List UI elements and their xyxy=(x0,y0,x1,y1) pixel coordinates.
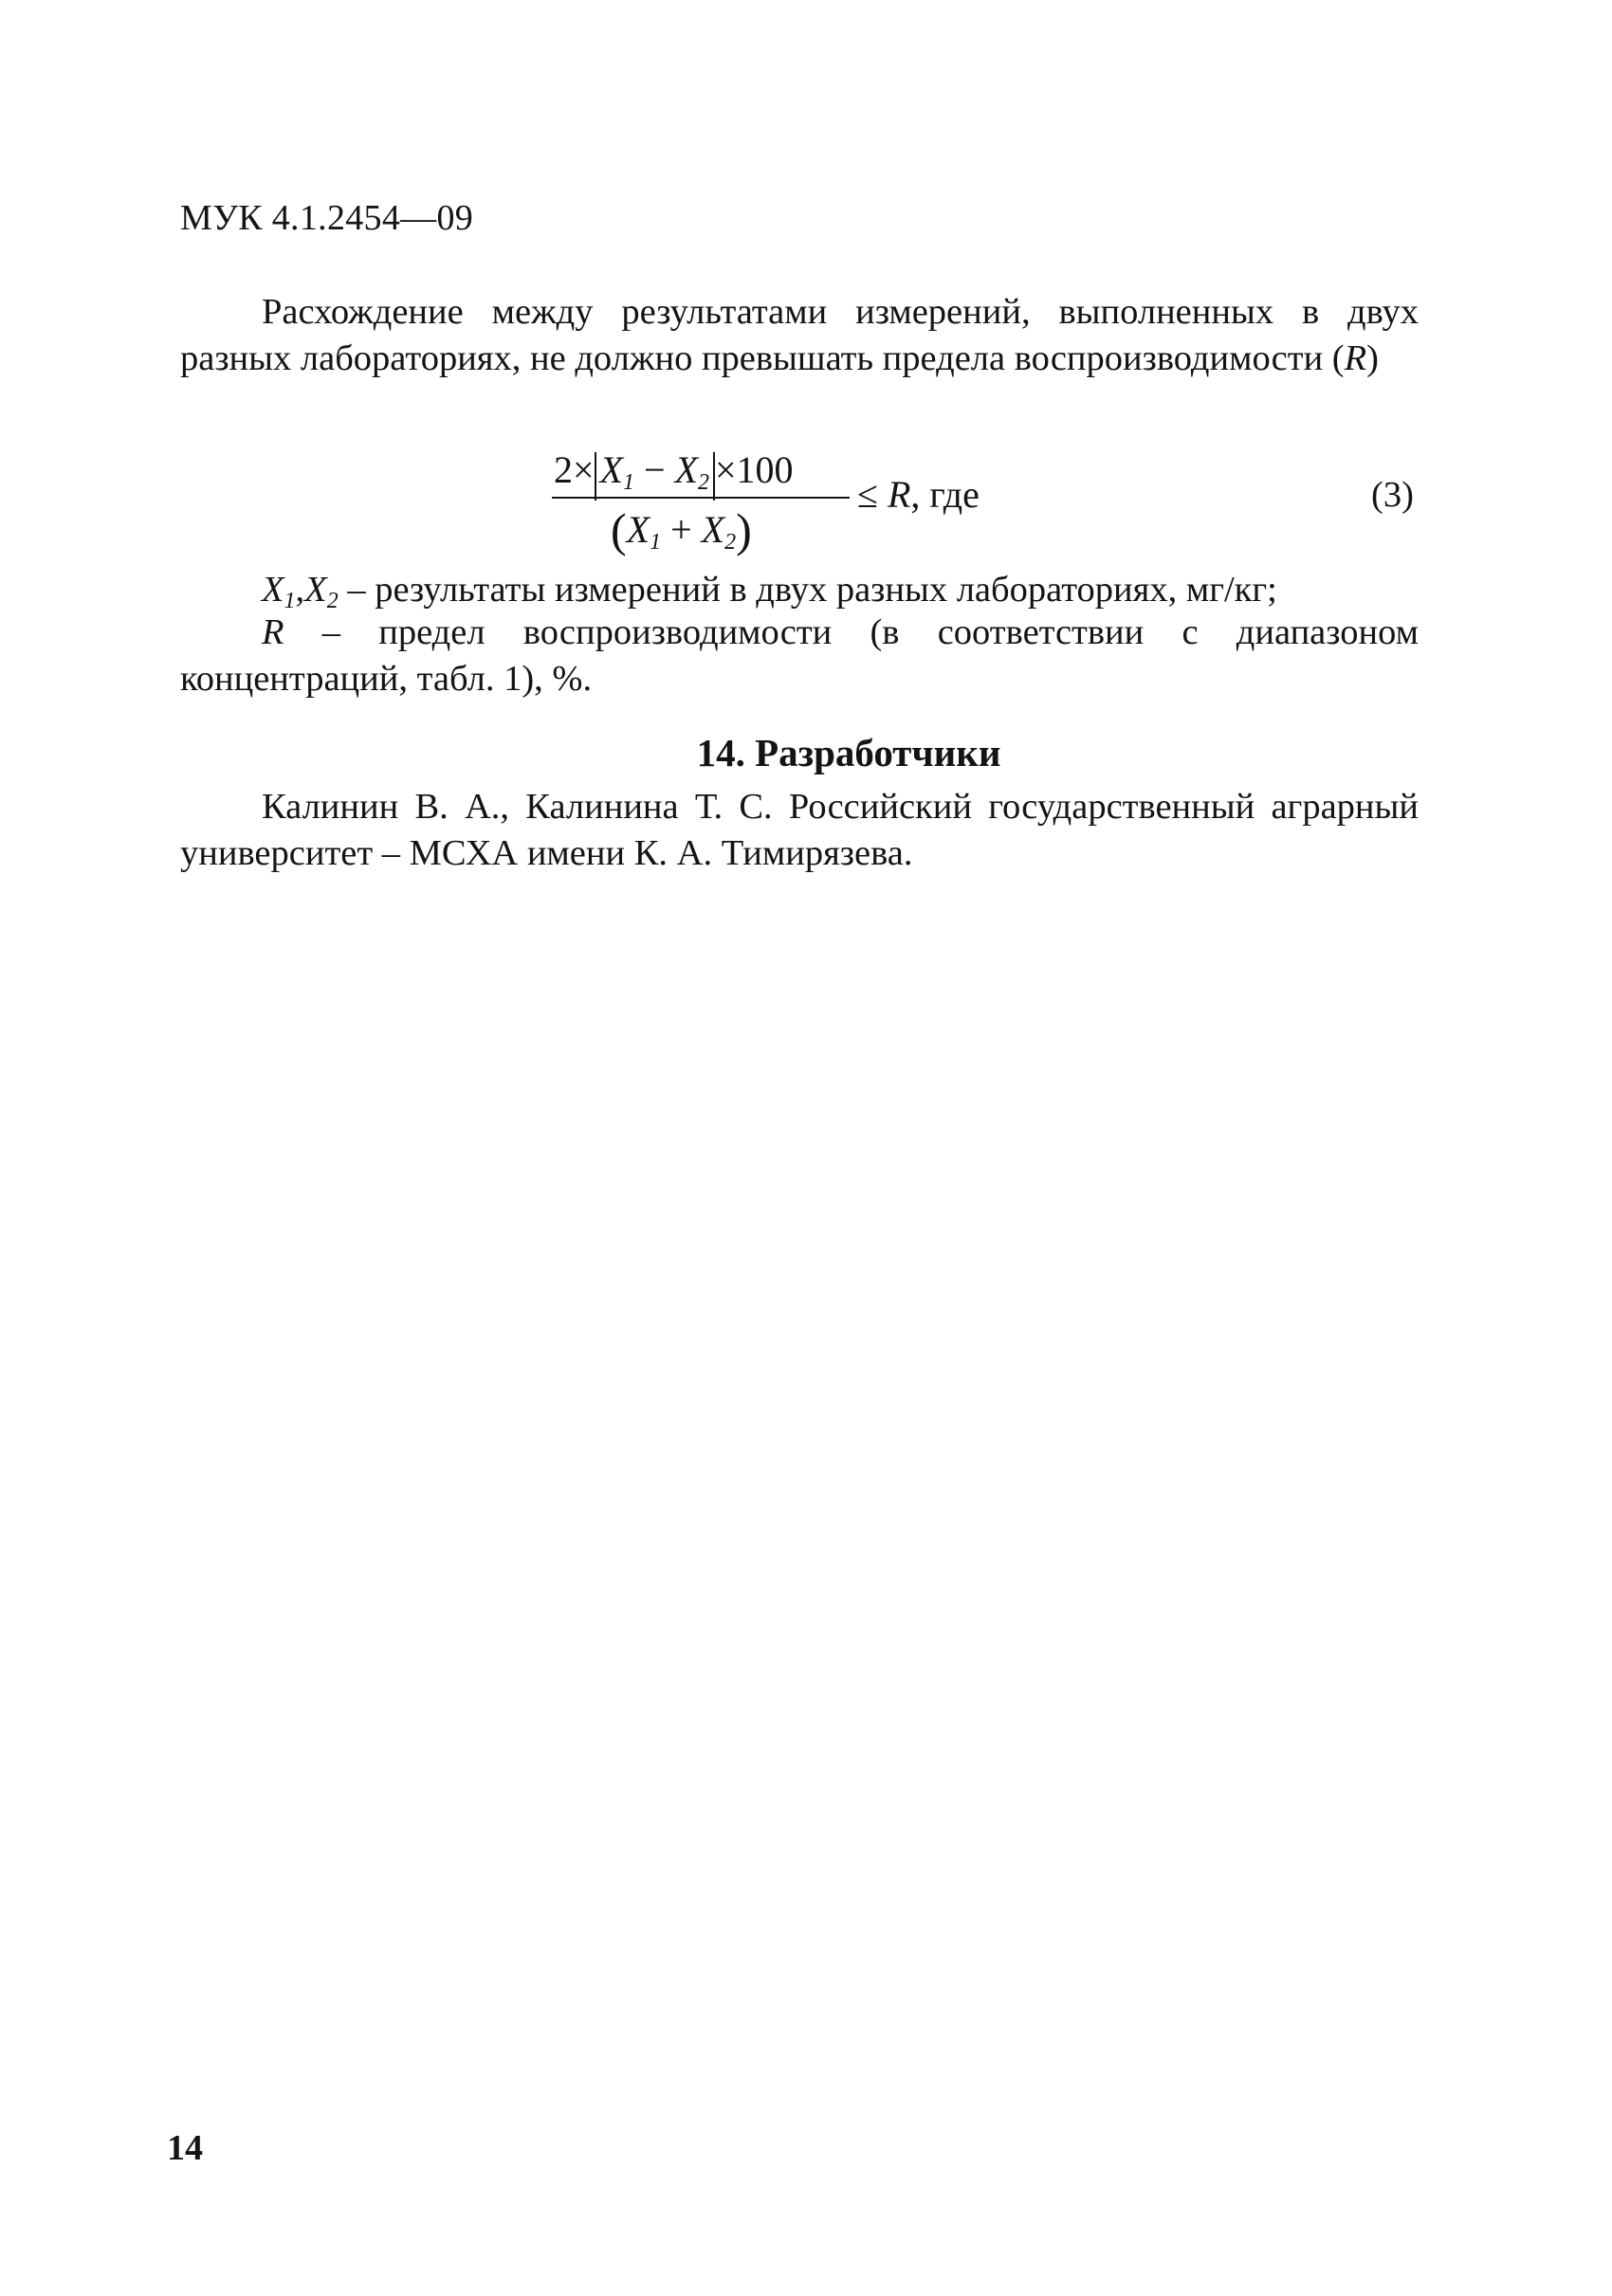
def-r-text: – предел воспроизводимости (в соответствии с диапазоном концентраций, табл. 1), %. xyxy=(180,612,1419,699)
formula-x2-sub: 2 xyxy=(698,470,709,495)
formula-den-close: ) xyxy=(736,503,752,556)
def-x1-sub: 1 xyxy=(284,589,296,613)
formula-x1-sub: 1 xyxy=(623,470,634,495)
def-x2: X xyxy=(304,570,327,610)
fraction-bar xyxy=(552,497,850,499)
developers-text: Калинин В. А., Калинина Т. С. Российский государственный аграрный университет – МСХА имени К. А. Тимирязева. xyxy=(180,787,1419,873)
formula-where: , где xyxy=(910,473,980,516)
formula-den-x1-sub: 1 xyxy=(650,530,662,555)
developers-paragraph xyxy=(180,784,1419,877)
equation-number: (3) xyxy=(1371,475,1414,515)
def-x1: X xyxy=(262,570,284,610)
paragraph-text-end: ) xyxy=(1366,338,1379,378)
formula-denominator xyxy=(611,502,752,557)
definition-r xyxy=(180,610,1419,702)
formula-den-x1: X xyxy=(626,508,650,551)
formula-r: R xyxy=(887,473,911,516)
def-r: R xyxy=(262,612,284,652)
page-number: 14 xyxy=(167,2128,203,2168)
formula-den-x2-sub: 2 xyxy=(724,530,737,555)
section-heading xyxy=(0,730,1612,775)
formula-x1: X xyxy=(599,448,623,491)
symbol-r: R xyxy=(1344,338,1367,378)
document-code-header: МУК 4.1.2454—09 xyxy=(180,198,474,238)
formula-num-prefix: 2× xyxy=(554,448,595,491)
def-x2-sub: 2 xyxy=(326,589,339,613)
formula-leq: ≤ xyxy=(857,473,888,516)
paragraph-reproducibility xyxy=(180,289,1419,382)
formula-relation xyxy=(857,472,980,517)
formula-x2: X xyxy=(674,448,698,491)
def-sep: , xyxy=(295,570,305,610)
def-x-text: – результаты измерений в двух разных лабораториях, мг/кг; xyxy=(338,570,1277,610)
paragraph-text: Расхождение между результатами измерений, выполненных в двух разных лабораториях, не должно превышать предела воспроизводимости ( xyxy=(180,292,1419,378)
section-heading-text: 14. Разработчики xyxy=(696,731,1001,774)
formula-numerator xyxy=(554,447,794,501)
formula-den-plus: + xyxy=(661,508,702,551)
formula-num-suffix: ×100 xyxy=(715,448,794,491)
formula-3 xyxy=(552,447,1216,556)
formula-den-x2: X xyxy=(701,508,725,551)
formula-minus: − xyxy=(634,448,675,491)
formula-abs-value xyxy=(595,448,715,501)
formula-den-open: ( xyxy=(611,503,627,556)
